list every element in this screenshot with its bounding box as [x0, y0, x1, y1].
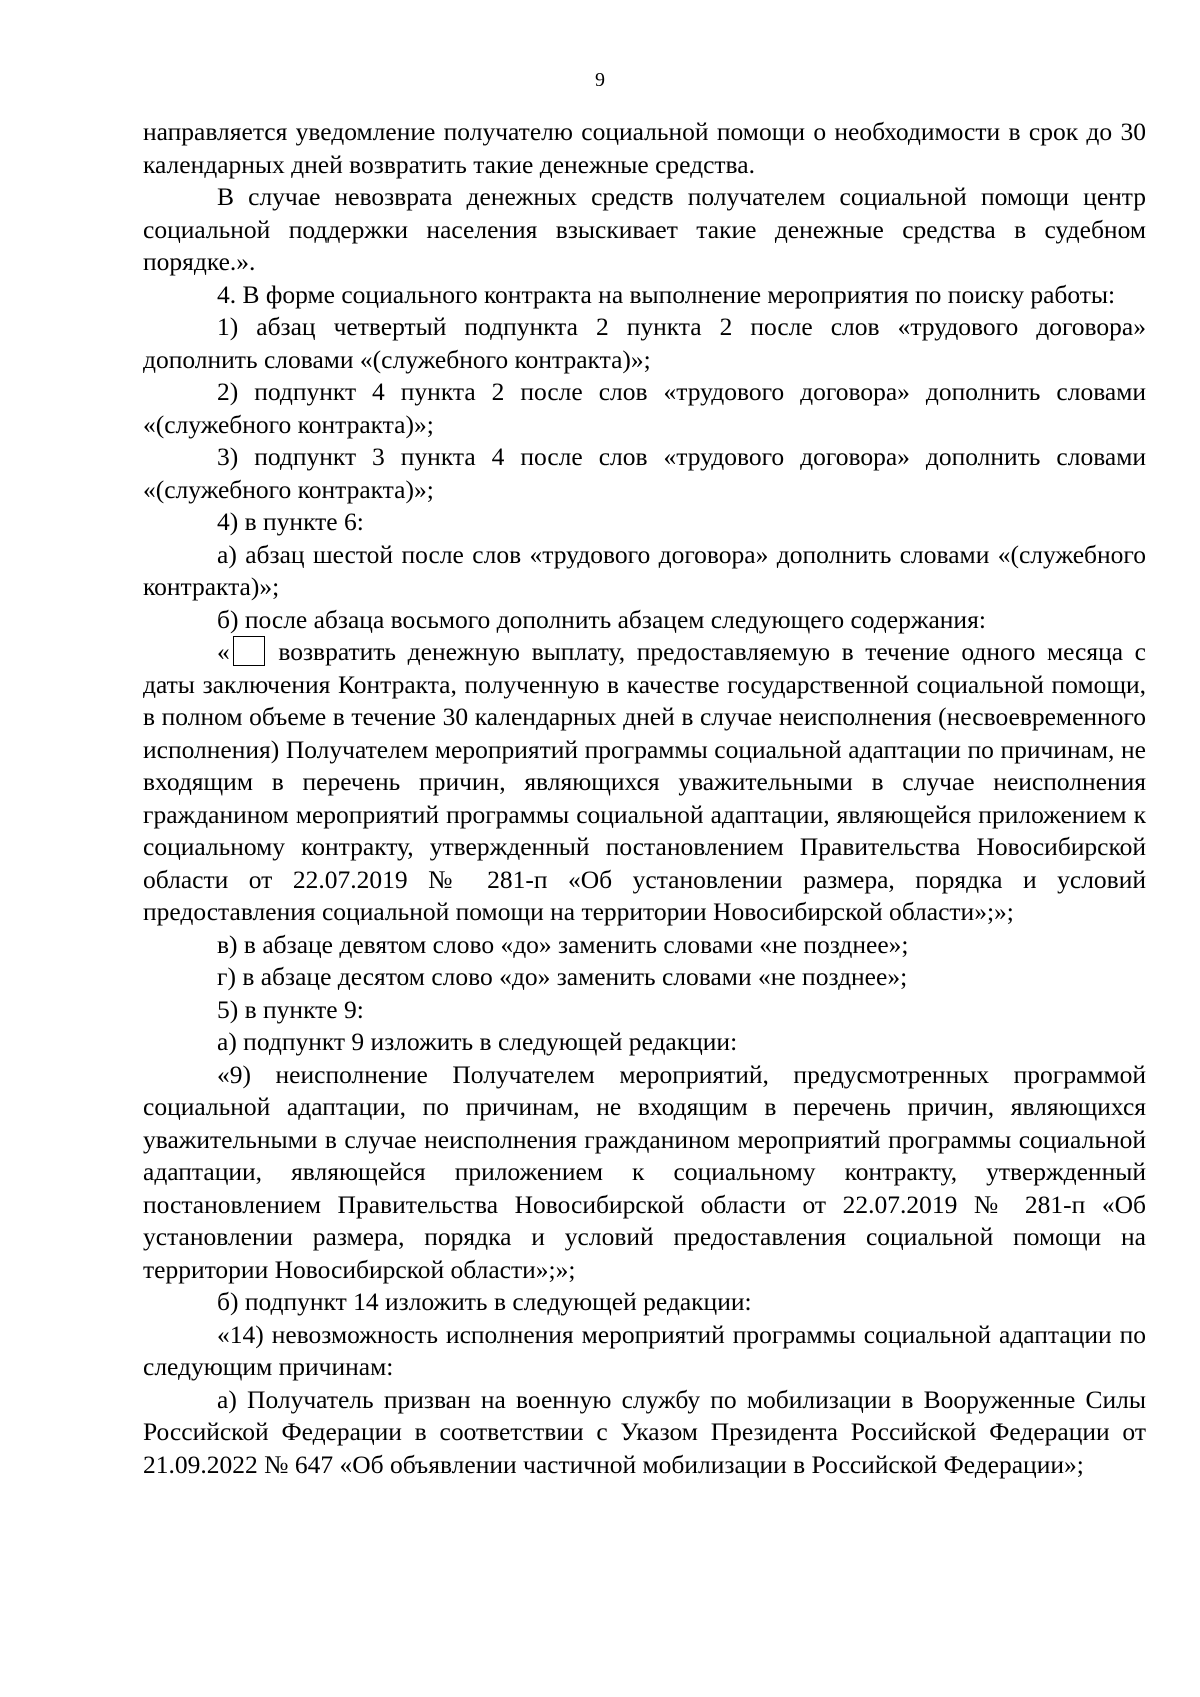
paragraph: г) в абзаце десятом слово «до» заменить словами «не позднее»;: [217, 962, 908, 991]
paragraph: «14) невозможность исполнения мероприятий программы социальной адаптации по следующим причинам:: [143, 1319, 1146, 1381]
paragraph: 5) в пункте 9:: [217, 994, 364, 1024]
paragraph: направляется уведомление получателю социальной помощи о необходимости в срок до 30 календарных дней возвратить такие денежные средства.: [143, 117, 1146, 179]
paragraph: 1) абзац четвертый подпункта 2 пункта 2 после слов «трудового договора» дополнить словами «(служебного контракта)»;: [143, 312, 1146, 374]
paragraph-with-checkbox: [143, 636, 1146, 929]
paragraph: а) подпункт 9 изложить в следующей редакции:: [217, 1027, 738, 1056]
paragraph: В случае невозврата денежных средств получателем социальной помощи центр социальной поддержки населения взыскивает такие денежные средства в судебном порядке.».: [143, 182, 1146, 276]
paragraph: а) абзац шестой после слов «трудового договора» дополнить словами «(служебного контракта)»;: [143, 539, 1146, 601]
paragraph: б) подпункт 14 изложить в следующей редакции:: [217, 1287, 752, 1316]
paragraph-text: возвратить денежную выплату, предоставляемую в течение одного месяца с даты заключения Контракта, полученную в качестве государственной социальной помощи, в полном объеме в течение 30 календарных дней в случае неисполнения (несвоевременного исполнения) Получателем мероприятий программы социальной адаптации по причинам, не входящим в перечень причин, являющихся уважительными в случае неисполнения гражданином мероприятий программы социальной адаптации, являющейся приложением к социальному контракту, утвержденный постановлением Правительства Новосибирской области от 22.07.2019 № 281-п «Об установлении размера, порядка и условий предоставления социальной помощи на территории Новосибирской области»;»;: [143, 637, 1146, 926]
paragraph: «9) неисполнение Получателем мероприятий, предусмотренных программой социальной адаптации, по причинам, не входящим в перечень причин, являющихся уважительными в случае неисполнения гражданином мероприятий программы социальной адаптации, являющейся приложением к социальному контракту, утвержденный постановлением Правительства Новосибирской области от 22.07.2019 № 281-п «Об установлении размера, порядка и условий предоставления социальной помощи на территории Новосибирской области»;»;: [143, 1059, 1146, 1284]
paragraph: в) в абзаце девятом слово «до» заменить словами «не позднее»;: [217, 929, 909, 959]
paragraph: 3) подпункт 3 пункта 4 после слов «трудового договора» дополнить словами «(служебного контракта)»;: [143, 442, 1146, 504]
paragraph: а) Получатель призван на военную службу по мобилизации в Вооруженные Силы Российской Федерации в соответствии с Указом Президента Российской Федерации от 21.09.2022 № 647 «Об объявлении частичной мобилизации в Российской Федерации»;: [143, 1384, 1146, 1479]
document-body: [143, 116, 1146, 1481]
open-quote: «: [217, 637, 230, 666]
paragraph: 4) в пункте 6:: [217, 507, 364, 536]
paragraph: 4. В форме социального контракта на выполнение мероприятия по поиску работы:: [217, 279, 1116, 309]
checkbox-box: [233, 636, 265, 666]
paragraph: 2) подпункт 4 пункта 2 после слов «трудового договора» дополнить словами «(служебного контракта)»;: [143, 377, 1146, 439]
page-number: 9: [595, 69, 605, 91]
paragraph: б) после абзаца восьмого дополнить абзацем следующего содержания:: [217, 604, 986, 634]
